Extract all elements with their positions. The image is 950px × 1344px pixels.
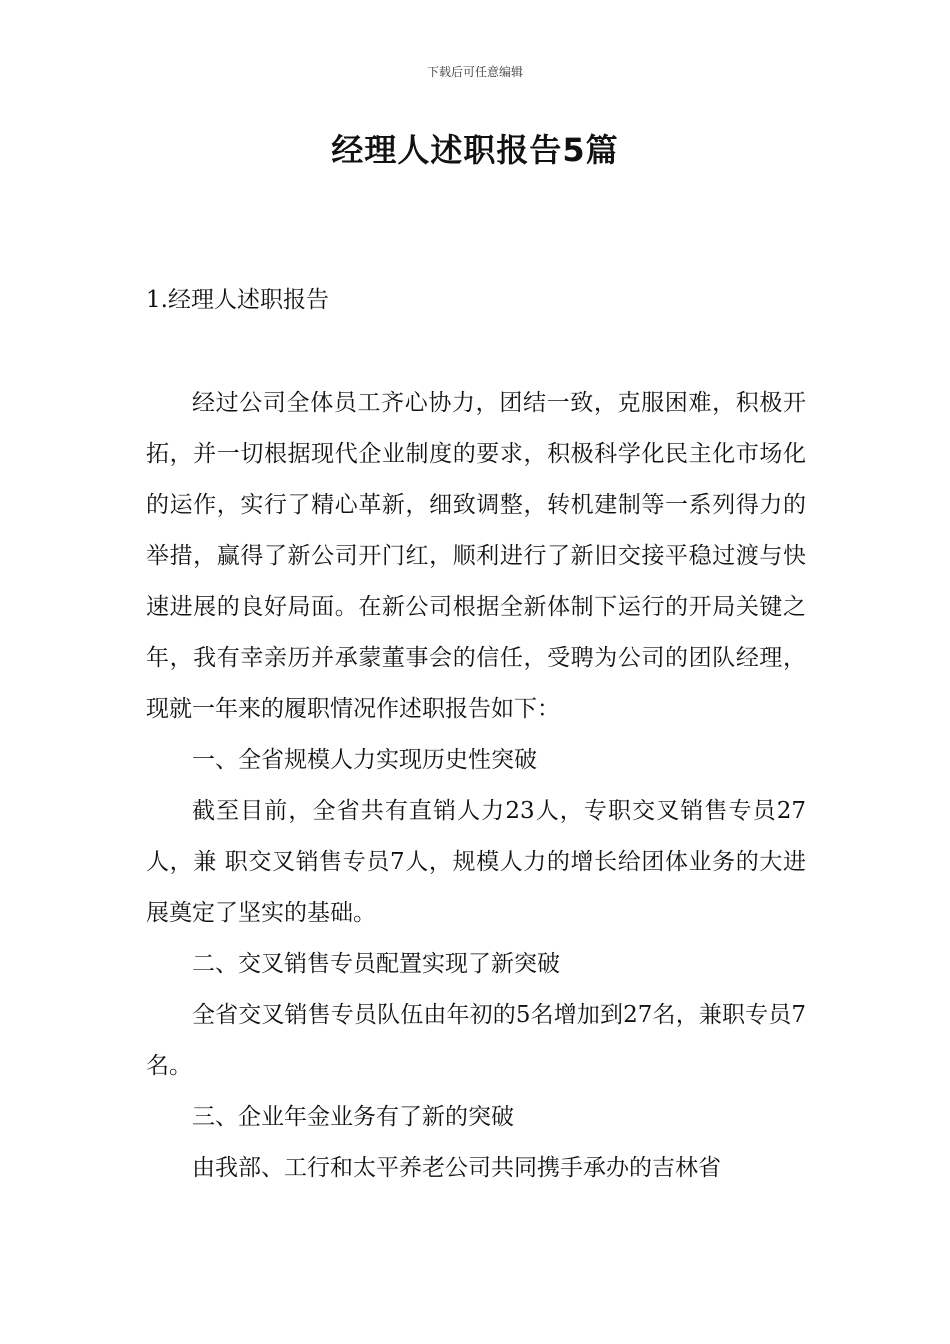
document-body — [146, 378, 806, 1194]
subheading-three: 三、企业年金业务有了新的突破 — [192, 1104, 514, 1130]
document-title: 经理人述职报告5篇 — [331, 131, 619, 169]
section-heading: 1.经理人述职报告 — [146, 287, 329, 313]
paragraph-annuity: 由我部、工行和太平养老公司共同携手承办的吉林省 — [192, 1155, 721, 1181]
paragraph-cross-sales: 全省交叉销售专员队伍由年初的5名增加到27名，兼职专员7名。 — [146, 1002, 806, 1079]
subheading-one: 一、全省规模人力实现历史性突破 — [192, 747, 537, 773]
page-header-note: 下载后可任意编辑 — [426, 65, 523, 79]
paragraph-staffing: 截至目前，全省共有直销人力23人，专职交叉销售专员27人，兼 职交叉销售专员7人，规模人力的增长给团体业务的大进展奠定了坚实的基础。 — [146, 798, 806, 926]
subheading-two: 二、交叉销售专员配置实现了新突破 — [192, 951, 560, 977]
paragraph-intro: 经过公司全体员工齐心协力，团结一致，克服困难，积极开拓，并一切根据现代企业制度的要求，积极科学化民主化市场化的运作，实行了精心革新，细致调整，转机建制等一系列得力的举措，赢得了新公司开门红，顺利进行了新旧交接平稳过渡与快速进展的良好局面。在新公司根据全新体制下运行的开局关键之年，我有幸亲历并承蒙董事会的信任，受聘为公司的团队经理，现就一年来的履职情况作述职报告如下： — [146, 390, 806, 722]
